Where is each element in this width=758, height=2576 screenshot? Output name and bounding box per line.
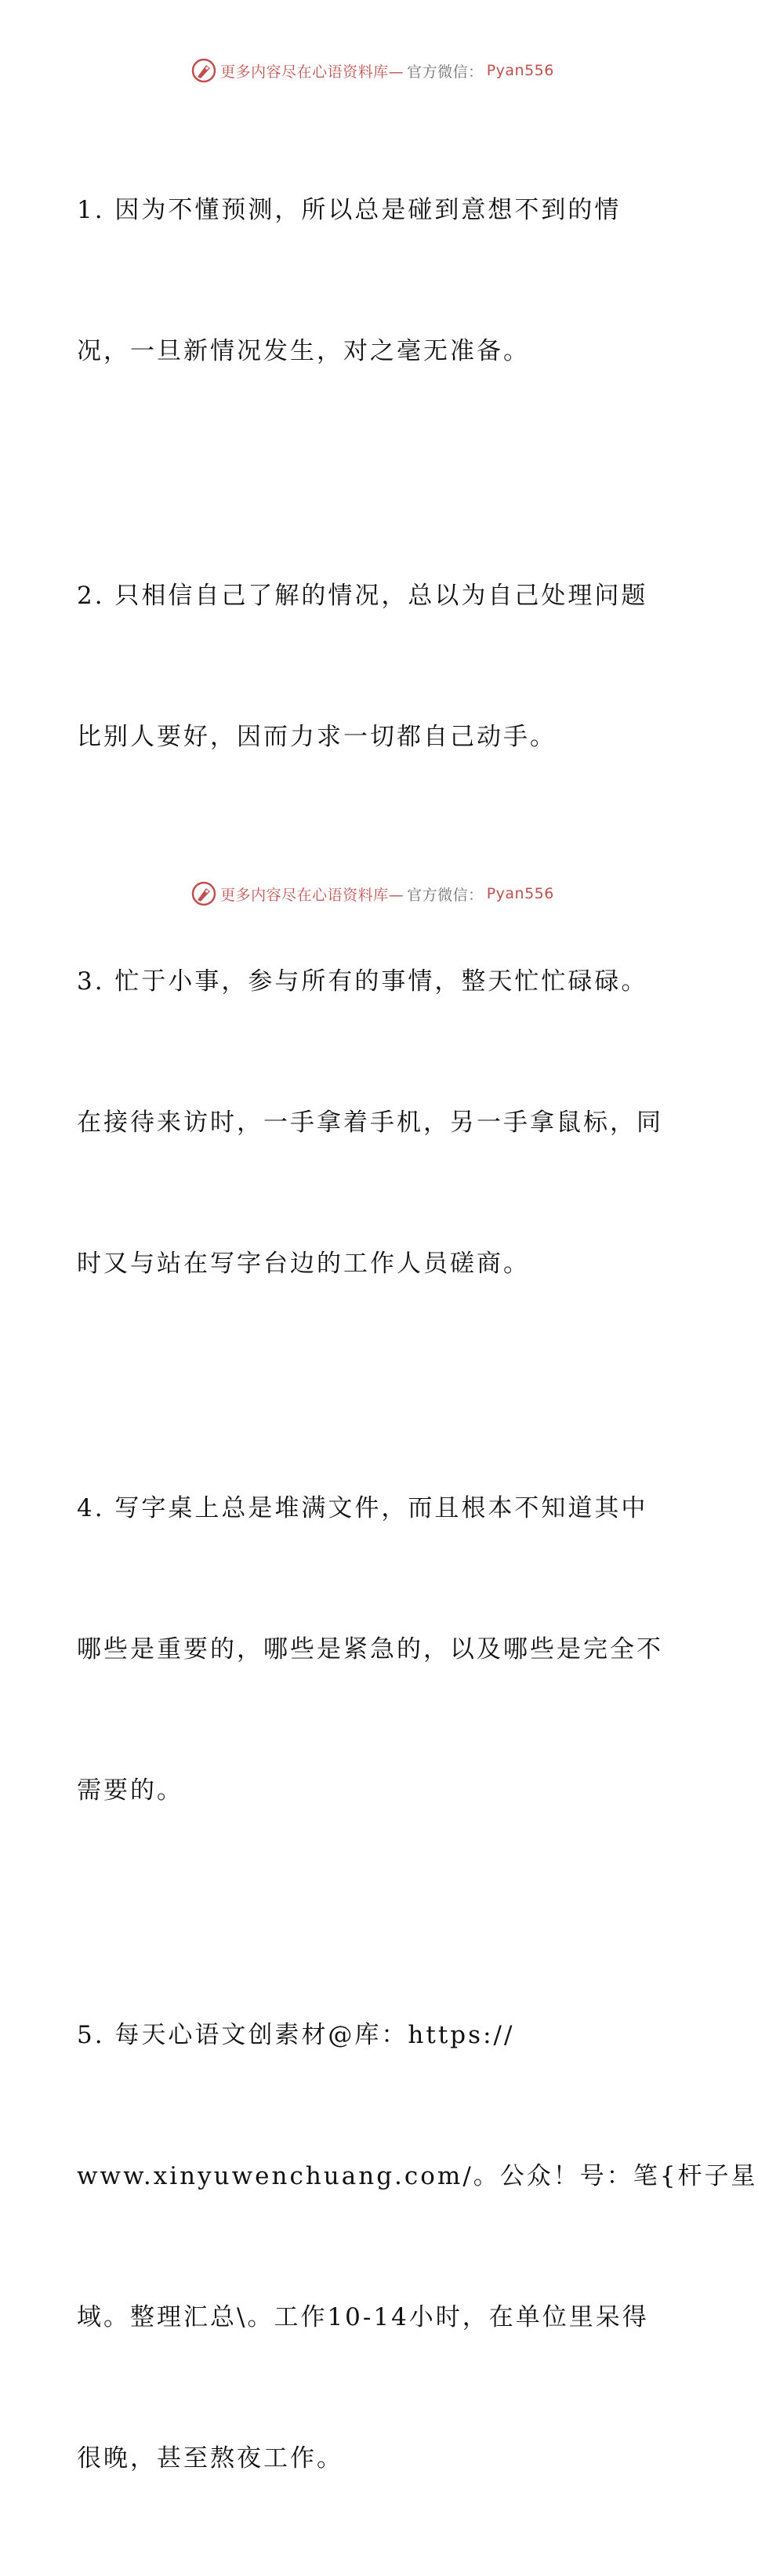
- paragraph-line: 需要的。: [77, 1776, 183, 1805]
- paragraph-line: 况，一旦新情况发生，对之毫无准备。: [77, 337, 530, 365]
- paragraph-4: [77, 1391, 673, 1908]
- paragraph-3: [77, 864, 673, 1381]
- banner-text-main: 更多内容尽在心语资料库—: [220, 63, 404, 81]
- paragraph-line: 5. 每天心语文创素材@库：https://: [77, 2021, 515, 2049]
- paragraph-line: 4. 写字桌上总是堆满文件，而且根本不知道其中: [77, 1494, 648, 1522]
- paragraph-line: 域。整理汇总\。工作10-14小时，在单位里呆得: [77, 2303, 649, 2331]
- banner-text-label: 官方微信：: [407, 63, 484, 81]
- paragraph-line: 哪些是重要的，哪些是紧急的，以及哪些是完全不: [77, 1635, 663, 1664]
- paragraph-1: [77, 93, 673, 469]
- paragraph-5: [77, 1917, 758, 2576]
- paragraph-line: 比别人要好，因而力求一切都自己动手。: [77, 723, 557, 751]
- paragraph-line: 3. 忙于小事，参与所有的事情，整天忙忙碌碌。: [77, 967, 648, 996]
- paragraph-line: 很晚，甚至熬夜工作。: [77, 2444, 343, 2473]
- paragraph-line: 1. 因为不懂预测，所以总是碰到意想不到的情: [77, 196, 622, 224]
- document-body: [77, 93, 758, 2576]
- pen-nib-logo-icon: [190, 880, 217, 907]
- paragraph-line: 在接待来访时，一手拿着手机，另一手拿鼠标，同: [77, 1108, 663, 1137]
- banner-text-label: 官方微信：: [407, 886, 484, 904]
- header-banner: [0, 55, 745, 86]
- pen-nib-logo-icon: [190, 57, 217, 84]
- paragraph-line: 2. 只相信自己了解的情况，总以为自己处理问题: [77, 582, 648, 610]
- banner-wechat-id: Pyan556: [486, 885, 554, 902]
- paragraph-line: www.xinyuwenchuang.com/。公众！号：笔{杆子星: [77, 2162, 758, 2190]
- paragraph-line: 时又与站在写字台边的工作人员磋商。: [77, 1250, 530, 1278]
- paragraph-2: [77, 478, 673, 854]
- footer-banner: [0, 878, 745, 909]
- banner-text-main: 更多内容尽在心语资料库—: [220, 886, 404, 904]
- banner-wechat-id: Pyan556: [486, 62, 554, 79]
